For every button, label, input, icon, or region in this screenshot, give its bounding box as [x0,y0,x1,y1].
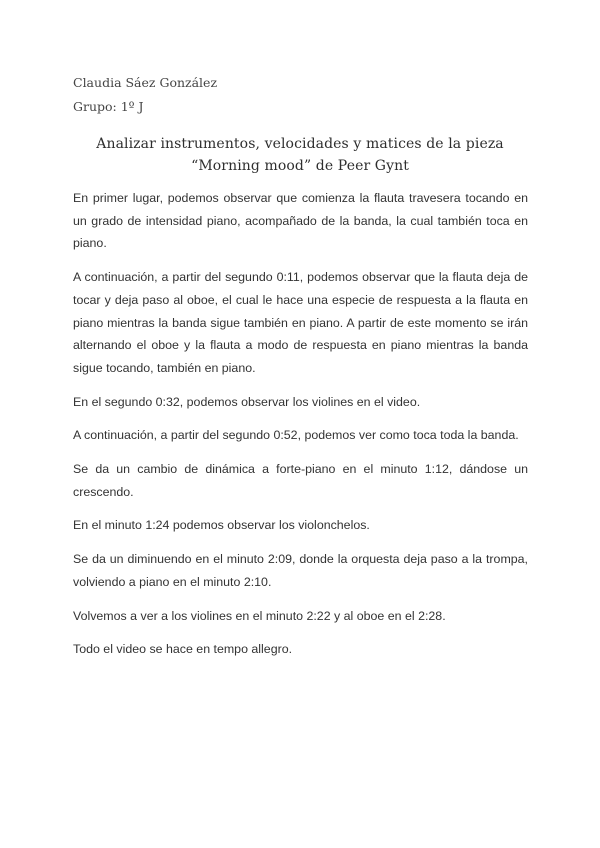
paragraph: En primer lugar, podemos observar que comienza la flauta travesera tocando en un grado de intensidad piano, acompañado de la banda, la cual también toca en piano. [73,191,528,251]
paragraph: A continuación, a partir del segundo 0:52, podemos ver como toca toda la banda. [73,428,519,443]
group-label: Grupo: 1º J [73,99,144,114]
title-line-1: Analizar instrumentos, velocidades y matices de la pieza [96,136,504,152]
document-header [73,71,217,119]
paragraph: Se da un cambio de dinámica a forte-piano en el minuto 1:12, dándose un crescendo. [73,462,528,499]
title-line-2: “Morning mood” de Peer Gynt [191,158,409,174]
paragraph: En el minuto 1:24 podemos observar los violonchelos. [73,518,370,533]
paragraph: A continuación, a partir del segundo 0:11, podemos observar que la flauta deja de tocar y deja paso al oboe, el cual le hace una especie de respuesta a la flauta en piano mientras la banda sigue también en piano. A partir de este momento se irán alternando el oboe y la flauta a modo de respuesta en piano mientras la banda sigue tocando, también en piano. [73,270,528,375]
paragraph: Se da un diminuendo en el minuto 2:09, donde la orquesta deja paso a la trompa, volviendo a piano en el minuto 2:10. [73,552,528,589]
paragraph: Volvemos a ver a los violines en el minuto 2:22 y al oboe en el 2:28. [73,608,446,623]
paragraph: En el segundo 0:32, podemos observar los violines en el video. [73,394,421,409]
document-body [73,187,528,672]
document-title [60,133,540,177]
author-name: Claudia Sáez González [73,75,218,90]
paragraph: Todo el video se hace en tempo allegro. [73,642,293,657]
